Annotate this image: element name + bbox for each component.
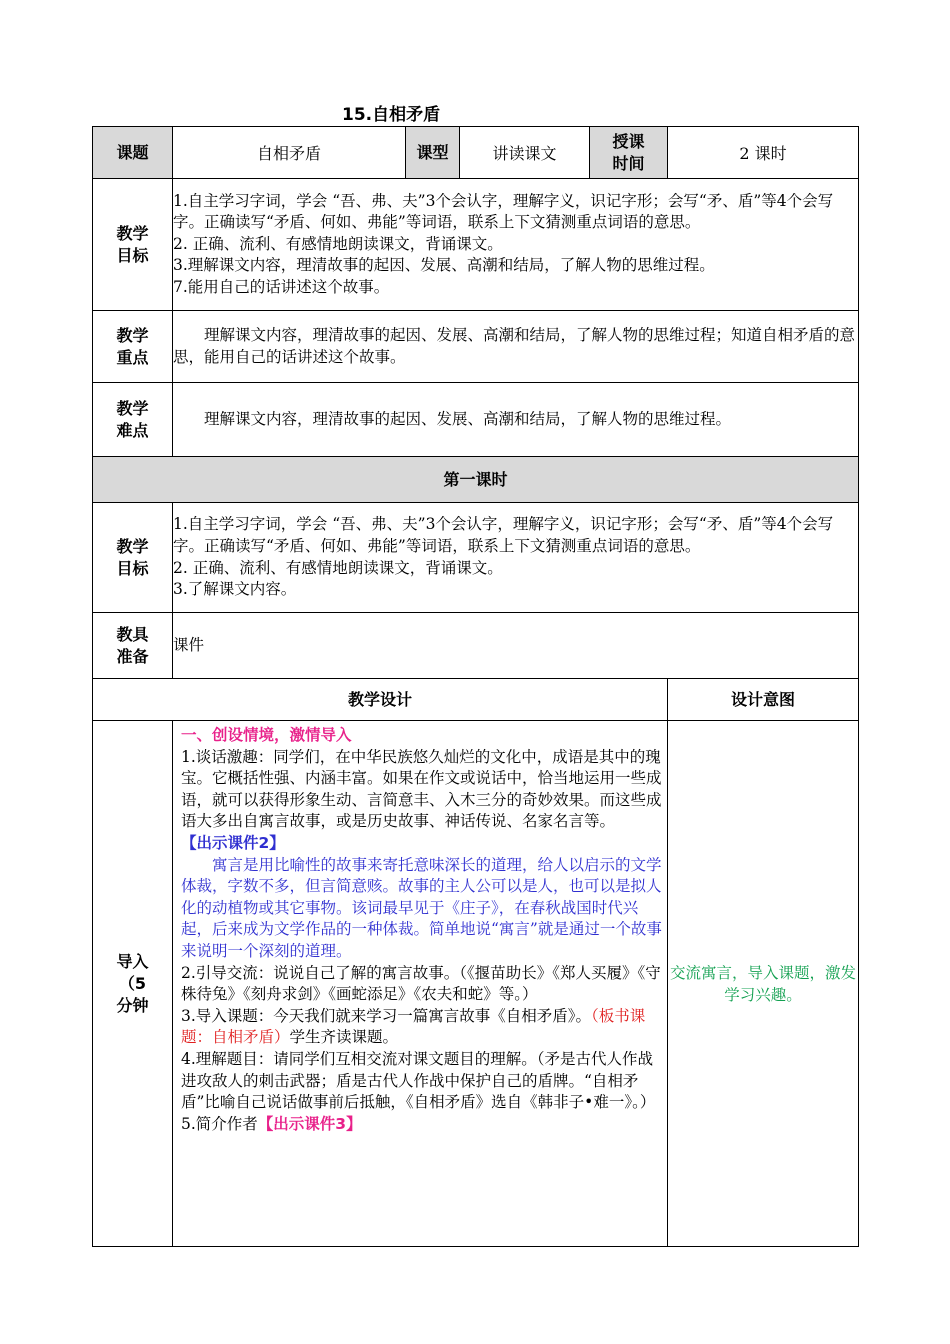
step-3 — [181, 1006, 663, 1049]
design-header: 教学设计 — [93, 679, 668, 721]
tools-label: 教具准备 — [93, 613, 173, 679]
objective-item: 3.了解课文内容。 — [173, 580, 297, 599]
objectives-row — [93, 179, 859, 311]
board-writing: （板书课题：自相矛盾） — [181, 1006, 646, 1047]
design-header-row — [93, 679, 859, 721]
step-1: 1.谈话激趣：同学们，在中华民族悠久灿烂的文化中，成语是其中的瑰宝。它概括性强、内涵丰富。如果在作文或说话中，恰当地运用一些成语，就可以获得形象生动、言简意丰、入木三分的奇妙效果。而这些成语大多出自寓言故事，或是历史故事、神话传说、名家名言等。 — [181, 747, 662, 831]
intent-header: 设计意图 — [668, 679, 859, 721]
step-5 — [181, 1114, 663, 1136]
difficulties-label: 教学难点 — [93, 383, 173, 457]
intro-stage-row — [93, 721, 859, 1247]
document-title: 15.自相矛盾 — [342, 105, 441, 125]
step-2: 2.引导交流：说说自己了解的寓言故事。（《揠苗助长》《郑人买履》《守株待兔》《刻舟求剑》《画蛇添足》《农夫和蛇》等。） — [181, 963, 661, 1004]
fable-definition: 寓言是用比喻性的故事来寄托意味深长的道理，给人以启示的文学体裁，字数不多，但言简意赅。故事的主人公可以是人，也可以是拟人化的动植物或其它事物。该词最早见于《庄子》，在春秋战国时代兴起，后来成为文学作品的一种体裁。简单地说“寓言”就是通过一个故事来说明一个深刻的道理。 — [181, 855, 662, 960]
step-3-text: 3.导入课题：今天我们就来学习一篇寓言故事《自相矛盾》。 — [181, 1006, 592, 1025]
lesson-plan-table — [92, 126, 859, 1247]
design-content — [173, 721, 668, 1247]
stage-label: 导入（5 分钟 — [93, 721, 173, 1247]
type-label: 课型 — [406, 127, 460, 179]
key-points-content: 理解课文内容，理清故事的起因、发展、高潮和结局，了解人物的思维过程；知道自相矛盾的意思，能用自己的话讲述这个故事。 — [173, 311, 859, 383]
section-title: 一、创设情境，激情导入 — [181, 726, 352, 744]
difficulties-row — [93, 383, 859, 457]
tools-row — [93, 613, 859, 679]
lesson1-objectives-content — [173, 503, 859, 613]
topic-value: 自相矛盾 — [173, 127, 406, 179]
lesson1-title: 第一课时 — [93, 457, 859, 503]
difficulties-content: 理解课文内容，理清故事的起因、发展、高潮和结局，了解人物的思维过程。 — [173, 383, 859, 457]
topic-label: 课题 — [93, 127, 173, 179]
step-4: 4.理解题目：请同学们互相交流对课文题目的理解。（矛是古代人作战进攻敌人的刺击武器；盾是古代人作战中保护自己的盾牌。“自相矛盾”比喻自己说话做事前后抵触，《自相矛盾》选自《韩非子•难一》。） — [181, 1049, 656, 1112]
objective-item: 2. 正确、流利、有感情地朗读课文，背诵课文。 — [173, 234, 503, 253]
lesson1-title-row — [93, 457, 859, 503]
objective-item: 7.能用自己的话讲述这个故事。 — [173, 277, 390, 296]
step-5-text: 5.简介作者 — [181, 1114, 258, 1133]
objective-item: 1.自主学习字词，学会 “吾、弗、夫”3个会认字，理解字义，识记字形；会写“矛、盾”等4个会写字。正确读写“矛盾、何如、弗能”等词语，联系上下文猜测重点词语的意思。 — [173, 191, 834, 232]
objectives-content — [173, 179, 859, 311]
type-value: 讲读课文 — [460, 127, 590, 179]
objectives-label: 教学目标 — [93, 179, 173, 311]
time-value: 2 课时 — [668, 127, 859, 179]
lesson1-objectives-row — [93, 503, 859, 613]
key-points-row — [93, 311, 859, 383]
header-row — [93, 127, 859, 179]
courseware-3-label: 【出示课件3】 — [257, 1114, 362, 1133]
step-3-tail: 学生齐读课题。 — [289, 1028, 399, 1047]
design-intent: 交流寓言，导入课题，激发学习兴趣。 — [668, 721, 859, 1247]
key-points-label: 教学重点 — [93, 311, 173, 383]
tools-content: 课件 — [173, 613, 859, 679]
objective-item: 2. 正确、流利、有感情地朗读课文，背诵课文。 — [173, 558, 503, 577]
objective-item: 1.自主学习字词，学会 “吾、弗、夫”3个会认字，理解字义，识记字形；会写“矛、盾”等4个会写字。正确读写“矛盾、何如、弗能”等词语，联系上下文猜测重点词语的意思。 — [173, 515, 834, 555]
time-label: 授课时间 — [590, 127, 668, 179]
lesson1-objectives-label: 教学目标 — [93, 503, 173, 613]
courseware-2-label: 【出示课件2】 — [181, 833, 285, 852]
objective-item: 3.理解课文内容，理清故事的起因、发展、高潮和结局，了解人物的思维过程。 — [173, 256, 715, 275]
